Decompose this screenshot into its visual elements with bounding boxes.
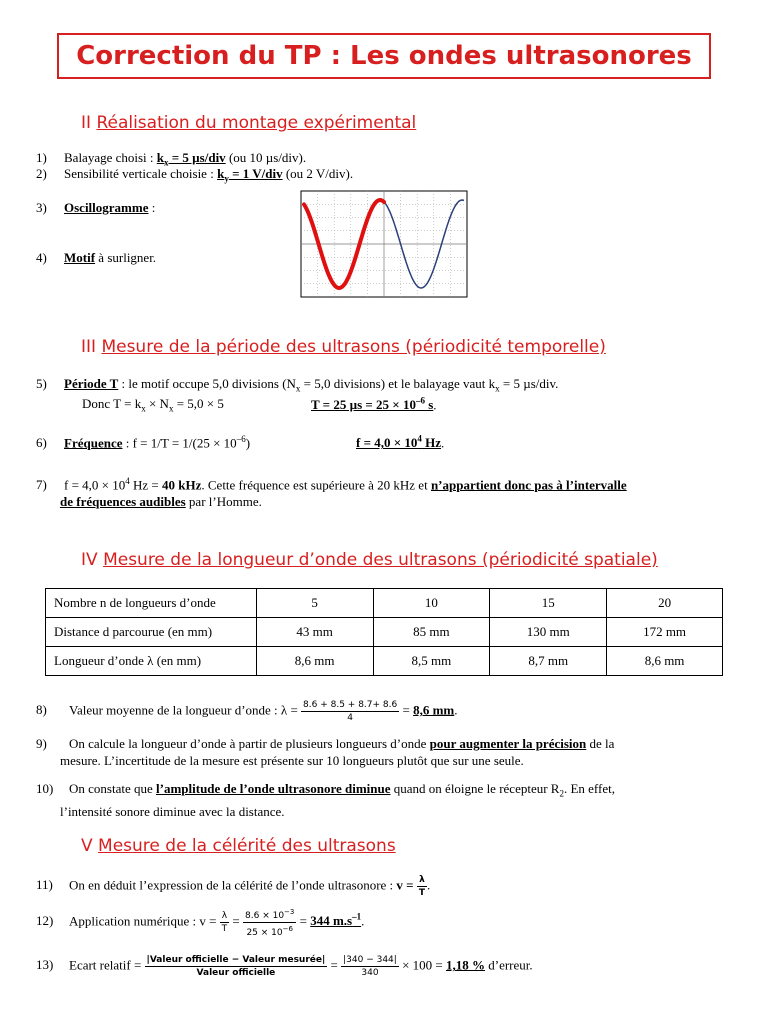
oscillogram	[300, 190, 468, 298]
table-row	[46, 618, 723, 647]
table-cell: 5	[256, 589, 373, 618]
page-title: Correction du TP : Les ondes ultrasonores	[57, 33, 711, 79]
item-1: 1) Balayage choisi : $k_x = 5$ µs/div (ou 10 µs/div).	[36, 150, 307, 168]
velocity-fraction: $\frac{\lambda}{T}$	[418, 875, 425, 898]
table-cell: 8,6 mm	[256, 647, 373, 676]
table-cell: 130 mm	[490, 618, 607, 647]
item-5-line-2: Donc $T = k_x \times N_x = 5,0 \times 5$	[82, 396, 224, 414]
wavelength-table	[45, 588, 723, 676]
section-2-heading: II Réalisation du montage expérimental	[81, 113, 417, 133]
table-cell: 10	[373, 589, 490, 618]
mean-fraction: $\frac{8.6 + 8.5 + 8.7+ 8.6}{4}$	[303, 700, 398, 723]
relative-gap-fraction: $\frac{\text{|Valeur officielle − Valeur mesurée|}}{\text{Valeur officielle}}$	[146, 955, 326, 978]
table-cell: 8,7 mm	[490, 647, 607, 676]
section-4-heading: IV Mesure de la longueur d’onde des ultrasons (périodicité spatiale)	[81, 550, 658, 570]
table-cell: 8,5 mm	[373, 647, 490, 676]
item-5: 5) Période T : le motif occupe 5,0 divisions ($N_x = 5,0$ divisions) et le balayage vaut $k_x = 5$ µs/div.	[36, 376, 559, 394]
table-row-label: Longueur d’onde λ (en mm)	[46, 647, 257, 676]
item-4: 4) Motif à surligner.	[36, 250, 157, 265]
frequency-result: $f = 4,0 \times 10^4$ Hz.	[356, 434, 445, 451]
item-8: 8) Valeur moyenne de la longueur d’onde : λ = $\frac{8.6 + 8.5 + 8.7+ 8.6}{4}$ = 8,6 mm.	[36, 700, 458, 723]
table-cell: 8,6 mm	[607, 647, 723, 676]
table-cell: 85 mm	[373, 618, 490, 647]
table-row	[46, 647, 723, 676]
table-row	[46, 589, 723, 618]
item-3: 3) Oscillogramme :	[36, 200, 156, 215]
item-13: 13) Ecart relatif = $\frac{\text{|Valeur officielle − Valeur mesurée|}}{\text{Valeur officielle}}$ = $\frac{|340 - 344|}{340}$ × 100 = 1,18 % d’erreur.	[36, 955, 533, 978]
table-row-label: Distance d parcourue (en mm)	[46, 618, 257, 647]
table-row-label: Nombre n de longueurs d’onde	[46, 589, 257, 618]
table-cell: 15	[490, 589, 607, 618]
item-9: 9) On calcule la longueur d’onde à partir de plusieurs longueurs d’onde pour augmenter la précision de la mesure. L’incertitude de la mesure est présente sur 10 longueurs plutôt que sur une seule.	[36, 736, 615, 768]
numeric-fraction: $\frac{8.6 \times 10^{-3}}{25 \times 10^{-6}}$	[245, 908, 295, 938]
table-cell: 20	[607, 589, 723, 618]
item-10: 10) On constate que l’amplitude de l’onde ultrasonore diminue quand on éloigne le récepteur $R_2$. En effet, l’intensité sonore diminue avec la distance.	[36, 781, 615, 819]
item-12: 12) Application numérique : v = $\frac{\lambda}{T}$ = $\frac{8.6 \times 10^{-3}}{25 \times 10^{-6}}$ = 344 $m.s^{-1}$.	[36, 908, 365, 938]
section-5-heading: V Mesure de la célérité des ultrasons	[81, 836, 396, 856]
period-result: T = 25 $\mu s = 25 \times 10^{-6}$ s.	[311, 396, 437, 413]
item-11: 11) On en déduit l’expression de la célérité de l’onde ultrasonore : v = $\frac{\lambda}{T}$ .	[36, 875, 431, 898]
item-2: 2) Sensibilité verticale choisie : $k_y = 1$ V/div (ou 2 V/div).	[36, 166, 354, 184]
table-cell: 43 mm	[256, 618, 373, 647]
item-6: 6) Fréquence : $f = 1/T = 1/(25 \times 10^{-6})$	[36, 434, 251, 451]
table-cell: 172 mm	[607, 618, 723, 647]
item-7: 7) $f = 4,0 \times 10^4$ Hz = 40 kHz. Cette fréquence est supérieure à 20 kHz et n’appartient donc pas à l’intervalle de fréquences audibles par l’Homme.	[36, 476, 627, 510]
section-3-heading: III Mesure de la période des ultrasons (périodicité temporelle)	[81, 337, 606, 357]
